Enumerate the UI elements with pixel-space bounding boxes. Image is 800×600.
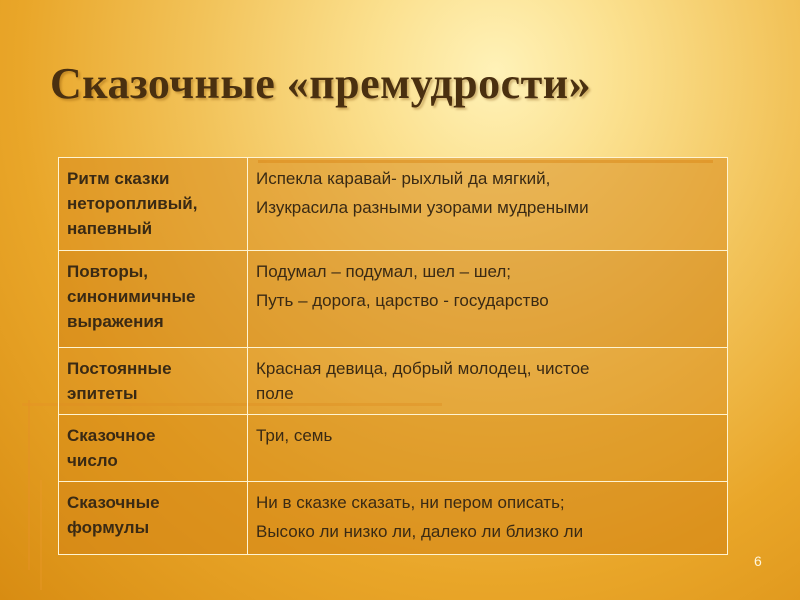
row-example — [248, 482, 728, 555]
row-example-line: Высоко ли низко ли, далеко ли близко ли — [256, 522, 584, 541]
content-table — [58, 157, 728, 555]
row-example — [248, 348, 728, 415]
row-label-line: число — [67, 451, 118, 470]
table-row — [59, 482, 728, 555]
row-example-line: Красная девица, добрый молодец, чистое — [256, 359, 590, 378]
row-example-line: поле — [256, 384, 294, 403]
row-label-line: выражения — [67, 312, 164, 331]
row-label-line: эпитеты — [67, 384, 138, 403]
row-example — [248, 251, 728, 348]
row-label-line: неторопливый, — [67, 194, 198, 213]
row-example-line: Путь – дорога, царство - государство — [256, 291, 549, 310]
row-label — [59, 348, 248, 415]
row-example-line: Ни в сказке сказать, ни пером описать; — [256, 493, 565, 512]
row-example-line: Подумал – подумал, шел – шел; — [256, 262, 512, 281]
page-number: 6 — [754, 553, 762, 569]
table-row — [59, 415, 728, 482]
row-label — [59, 158, 248, 251]
row-example-line: Изукрасила разными узорами мудреными — [256, 198, 589, 217]
row-label-line: формулы — [67, 518, 150, 537]
slide-title: Сказочные «премудрости» — [50, 59, 592, 108]
row-label-line: Сказочное — [67, 426, 156, 445]
row-example-line: Испекла каравай- рыхлый да мягкий, — [256, 169, 551, 188]
table-row — [59, 158, 728, 251]
row-label — [59, 251, 248, 348]
row-label — [59, 482, 248, 555]
row-label-line: Ритм сказки — [67, 169, 170, 188]
table-row — [59, 251, 728, 348]
row-label — [59, 415, 248, 482]
row-example — [248, 415, 728, 482]
decorative-line — [28, 400, 30, 570]
row-label-line: синонимичные — [67, 287, 196, 306]
row-label-line: Постоянные — [67, 359, 172, 378]
row-label-line: Сказочные — [67, 493, 160, 512]
row-label-line: Повторы, — [67, 262, 148, 281]
row-example — [248, 158, 728, 251]
row-example-line: Три, семь — [256, 426, 333, 445]
row-label-line: напевный — [67, 219, 153, 238]
decorative-line — [40, 480, 42, 590]
table-row — [59, 348, 728, 415]
